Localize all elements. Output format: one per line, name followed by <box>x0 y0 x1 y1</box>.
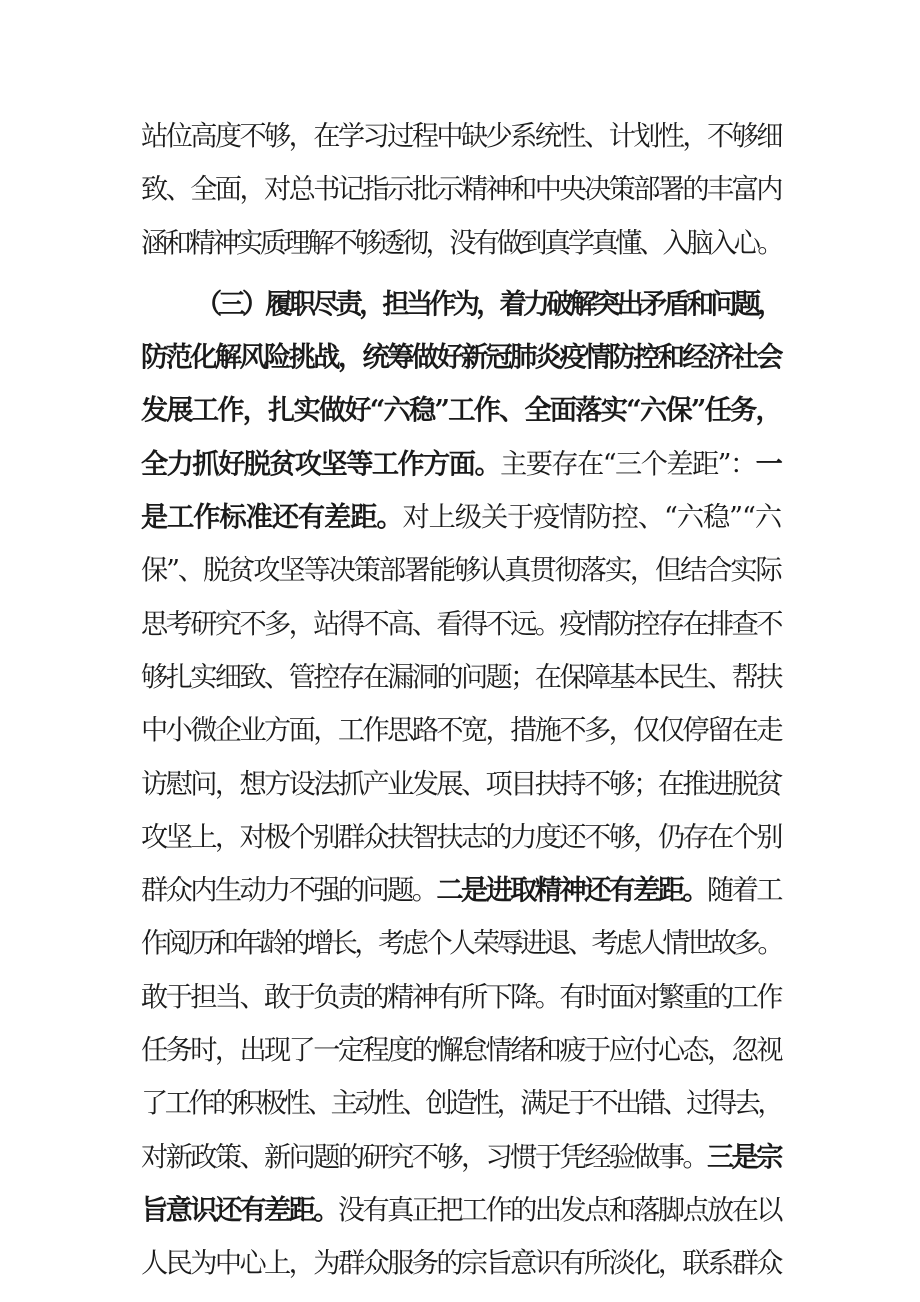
text-line <box>141 651 781 704</box>
text-segment: 群众内生动力不强的问题。 <box>141 875 437 907</box>
bold-text-segment: 三是宗 <box>707 1140 781 1173</box>
bold-text-segment: 是工作标准还有差距。 <box>141 501 403 534</box>
text-line <box>141 438 781 491</box>
text-segment: 够扎实细致、管控存在漏洞的问题；在保障基本民生、帮扶 <box>141 661 781 693</box>
text-line <box>141 811 781 864</box>
text-segment: 攻坚上，对极个别群众扶智扶志的力度还不够，仍存在个别 <box>141 821 781 853</box>
text-line <box>141 917 781 970</box>
text-segment: 敢于担当、敢于负责的精神有所下降。有时面对繁重的工作 <box>141 981 781 1013</box>
text-segment: 随着工 <box>707 875 781 907</box>
text-line <box>141 110 781 163</box>
text-segment: 访慰问，想方设法抓产业发展、项目扶持不够；在推进脱贫 <box>141 768 781 800</box>
text-segment: 主要存在“三个差距”： <box>500 448 756 480</box>
text-segment: 了工作的积极性、主动性、创造性，满足于不出错、过得去， <box>141 1088 782 1120</box>
text-line <box>141 544 781 597</box>
text-line <box>141 1077 781 1130</box>
text-line <box>141 217 781 270</box>
text-segment: 涵和精神实质理解不够透彻，没有做到真学真懂、入脑入心。 <box>141 227 782 259</box>
text-line <box>141 864 781 917</box>
bold-text-segment: 一 <box>755 447 782 480</box>
bold-text-segment: （三）履职尽责，担当作为，着力破解突出矛盾和问题， <box>195 287 781 320</box>
text-line <box>141 1237 781 1290</box>
text-segment: 对上级关于疫情防控、“六稳”“六 <box>402 502 782 534</box>
text-line <box>141 331 781 384</box>
text-line <box>141 384 781 437</box>
text-line <box>141 491 781 544</box>
bold-text-segment: 发展工作，扎实做好“六稳”工作、全面落实“六保”任务， <box>141 394 781 427</box>
text-segment: 致、全面，对总书记指示批示精神和中央决策部署的丰富内 <box>141 174 781 206</box>
text-line <box>141 758 781 811</box>
bold-text-segment: 二是进取精神还有差距。 <box>436 874 708 907</box>
text-line <box>141 704 781 757</box>
text-segment: 任务时，出现了一定程度的懈怠情绪和疲于应付心态，忽视 <box>141 1035 781 1067</box>
bold-text-segment: 全力抓好脱贫攻坚等工作方面。 <box>141 447 501 480</box>
bold-text-segment: 防范化解风险挑战，统筹做好新冠肺炎疫情防控和经济社会 <box>141 341 781 374</box>
text-line <box>141 1024 781 1077</box>
body-text <box>141 110 781 1291</box>
text-segment: 对新政策、新问题的研究不够，习惯于凭经验做事。 <box>141 1141 708 1173</box>
bold-text-segment: 旨意识还有差距。 <box>141 1193 338 1226</box>
text-line <box>141 1184 781 1237</box>
text-segment: 没有真正把工作的出发点和落脚点放在以 <box>337 1194 781 1226</box>
text-line <box>141 971 781 1024</box>
text-line <box>141 163 781 216</box>
text-segment: 中小微企业方面，工作思路不宽，措施不多，仅仅停留在走 <box>141 715 781 747</box>
text-segment: 站位高度不够，在学习过程中缺少系统性、计划性，不够细 <box>141 121 781 152</box>
text-line <box>141 278 781 331</box>
text-segment: 保”、脱贫攻坚等决策部署能够认真贯彻落实，但结合实际 <box>141 555 781 587</box>
text-segment: 思考研究不多，站得不高、看得不远。疫情防控存在排查不 <box>141 608 781 640</box>
text-segment: 人民为中心上，为群众服务的宗旨意识有所淡化，联系群众 <box>141 1248 781 1280</box>
text-segment: 作阅历和年龄的增长，考虑个人荣辱进退、考虑人情世故多。 <box>141 928 782 960</box>
text-line <box>141 1131 781 1184</box>
text-line <box>141 598 781 651</box>
